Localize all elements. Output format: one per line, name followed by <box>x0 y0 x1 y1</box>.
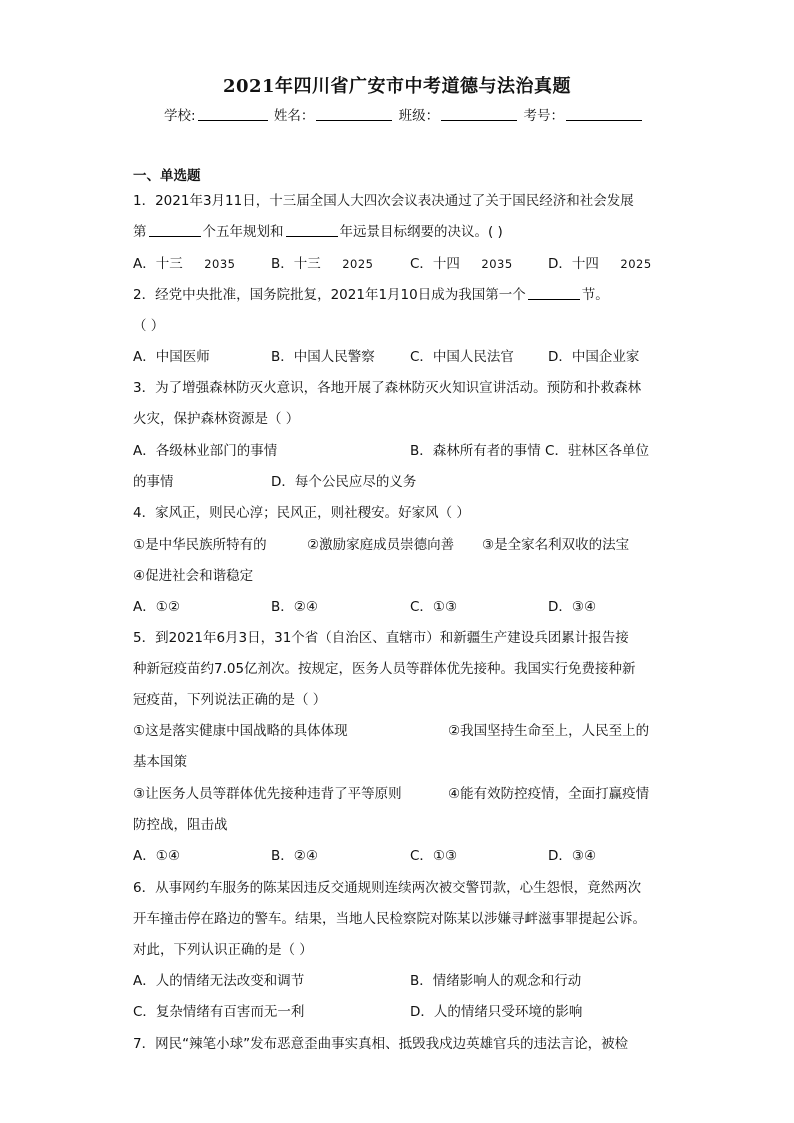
q2-text-part1: 2．经党中央批准，国务院批复，2021年1月10日成为我国第一个 <box>133 287 526 303</box>
question-6-stem-line2: 开车撞击停在路边的警车。结果，当地人民检察院对陈某以涉嫌寻衅滋事罪提起公诉。 <box>133 911 646 927</box>
q5-statement-4: ④能有效防控疫情，全面打赢疫情 <box>448 786 650 802</box>
q5-statement-3: ③让医务人员等群体优先接种违背了平等原则 <box>133 786 402 802</box>
q3-option-d[interactable]: D．每个公民应尽的义务 <box>271 474 417 490</box>
class-label: 班级： <box>398 108 440 124</box>
q1-option-b-value: 2025 <box>342 257 374 271</box>
q1-option-a-value: 2035 <box>204 257 236 271</box>
q1-option-c-value: 2035 <box>481 257 513 271</box>
q4-statement-3: ③是全家名利双收的法宝 <box>482 537 630 553</box>
exam-number-label: 考号： <box>523 108 564 124</box>
name-label: 姓名： <box>273 108 315 124</box>
q1-text-part3: 年远景目标纲要的决议。( ) <box>339 224 503 240</box>
name-field[interactable] <box>316 108 392 121</box>
question-3-stem-line1: 3．为了增强森林防灭火意识，各地开展了森林防灭火知识宣讲活动。预防和扑救森林 <box>133 380 642 396</box>
q1-option-a-label: A．十三 <box>133 256 183 272</box>
q5-option-d[interactable]: D．③④ <box>548 848 597 864</box>
school-field[interactable] <box>198 108 268 121</box>
q2-text-part2: 节。 <box>581 287 609 303</box>
q1-option-d-value: 2025 <box>620 257 652 271</box>
q3-option-b-c[interactable]: B．森林所有者的事情 C．驻林区各单位 <box>410 443 649 459</box>
q1-option-b-label: B．十三 <box>271 256 321 272</box>
class-field[interactable] <box>441 108 517 121</box>
q6-option-b[interactable]: B．情绪影响人的观念和行动 <box>410 973 582 989</box>
student-info-line <box>164 104 644 124</box>
q2-option-d[interactable]: D．中国企业家 <box>548 349 640 365</box>
question-6-stem-line3: 对此，下列认识正确的是（ ） <box>133 942 313 958</box>
q4-statement-4: ④促进社会和谐稳定 <box>133 568 254 584</box>
question-6-stem-line1: 6．从事网约车服务的陈某因违反交通规则连续两次被交警罚款，心生怨恨，竟然两次 <box>133 880 642 896</box>
q3-option-a[interactable]: A．各级林业部门的事情 <box>133 443 278 459</box>
question-1-stem-line2 <box>133 222 503 242</box>
q2-blank <box>528 287 580 300</box>
school-label: 学校: <box>164 108 196 124</box>
q4-option-b[interactable]: B．②④ <box>271 599 318 615</box>
q4-statement-1: ①是中华民族所特有的 <box>133 537 267 553</box>
exam-number-field[interactable] <box>566 108 642 121</box>
q5-option-c[interactable]: C．①③ <box>410 848 458 864</box>
question-7-stem-line1: 7．网民“辣笔小球”发布恶意歪曲事实真相、抵毁我戍边英雄官兵的违法言论，被检 <box>133 1036 629 1052</box>
q1-text-part1: 第 <box>133 224 147 240</box>
q1-option-c-label: C．十四 <box>410 256 460 272</box>
q6-option-a[interactable]: A．人的情绪无法改变和调节 <box>133 973 305 989</box>
question-4-stem: 4．家风正，则民心淳；民风正，则社稷安。好家风（ ） <box>133 505 470 521</box>
question-5-stem-line3: 冠疫苗，下列说法正确的是（ ） <box>133 692 327 708</box>
q3-option-c-continued: 的事情 <box>133 474 174 490</box>
q6-option-d[interactable]: D．人的情绪只受环境的影响 <box>410 1004 583 1020</box>
q5-statement-2: ②我国坚持生命至上，人民至上的 <box>448 723 650 739</box>
q1-text-part2: 个五年规划和 <box>202 224 284 240</box>
q2-option-b[interactable]: B．中国人民警察 <box>271 349 375 365</box>
q5-option-b[interactable]: B．②④ <box>271 848 318 864</box>
question-3-stem-line2: 火灾，保护森林资源是（ ） <box>133 411 300 427</box>
q4-option-c[interactable]: C．①③ <box>410 599 458 615</box>
q4-option-d[interactable]: D．③④ <box>548 599 597 615</box>
q1-option-c[interactable] <box>410 254 513 274</box>
page-title: 2021年四川省广安市中考道德与法治真题 <box>222 76 572 97</box>
q1-blank-2 <box>286 224 338 237</box>
q5-statement-1: ①这是落实健康中国战略的具体体现 <box>133 723 348 739</box>
section-heading: 一、单选题 <box>133 168 201 184</box>
q4-statement-2: ②激励家庭成员崇德向善 <box>307 537 455 553</box>
q1-option-b[interactable] <box>271 254 374 274</box>
q1-blank-1 <box>149 224 201 237</box>
q5-statement-2-continued: 基本国策 <box>133 754 187 770</box>
question-1-stem-line1: 1．2021年3月11日，十三届全国人大四次会议表决通过了关于国民经济和社会发展 <box>133 193 634 209</box>
q1-option-a[interactable] <box>133 254 236 274</box>
q6-option-c[interactable]: C．复杂情绪有百害而无一利 <box>133 1004 305 1020</box>
question-2-stem-line1 <box>133 285 609 305</box>
question-2-stem-line2: （ ） <box>133 318 165 334</box>
q5-option-a[interactable]: A．①④ <box>133 848 180 864</box>
q2-option-a[interactable]: A．中国医师 <box>133 349 210 365</box>
question-5-stem-line1: 5．到2021年6月3日，31个省（自治区、直辖市）和新疆生产建设兵团累计报告接 <box>133 630 629 646</box>
question-5-stem-line2: 种新冠疫苗约7.05亿剂次。按规定，医务人员等群体优先接种。我国实行免费接种新 <box>133 661 636 677</box>
q1-option-d-label: D．十四 <box>548 256 599 272</box>
q4-option-a[interactable]: A．①② <box>133 599 180 615</box>
q2-option-c[interactable]: C．中国人民法官 <box>410 349 514 365</box>
q5-statement-4-continued: 防控战，阻击战 <box>133 817 228 833</box>
q1-option-d[interactable] <box>548 254 652 274</box>
